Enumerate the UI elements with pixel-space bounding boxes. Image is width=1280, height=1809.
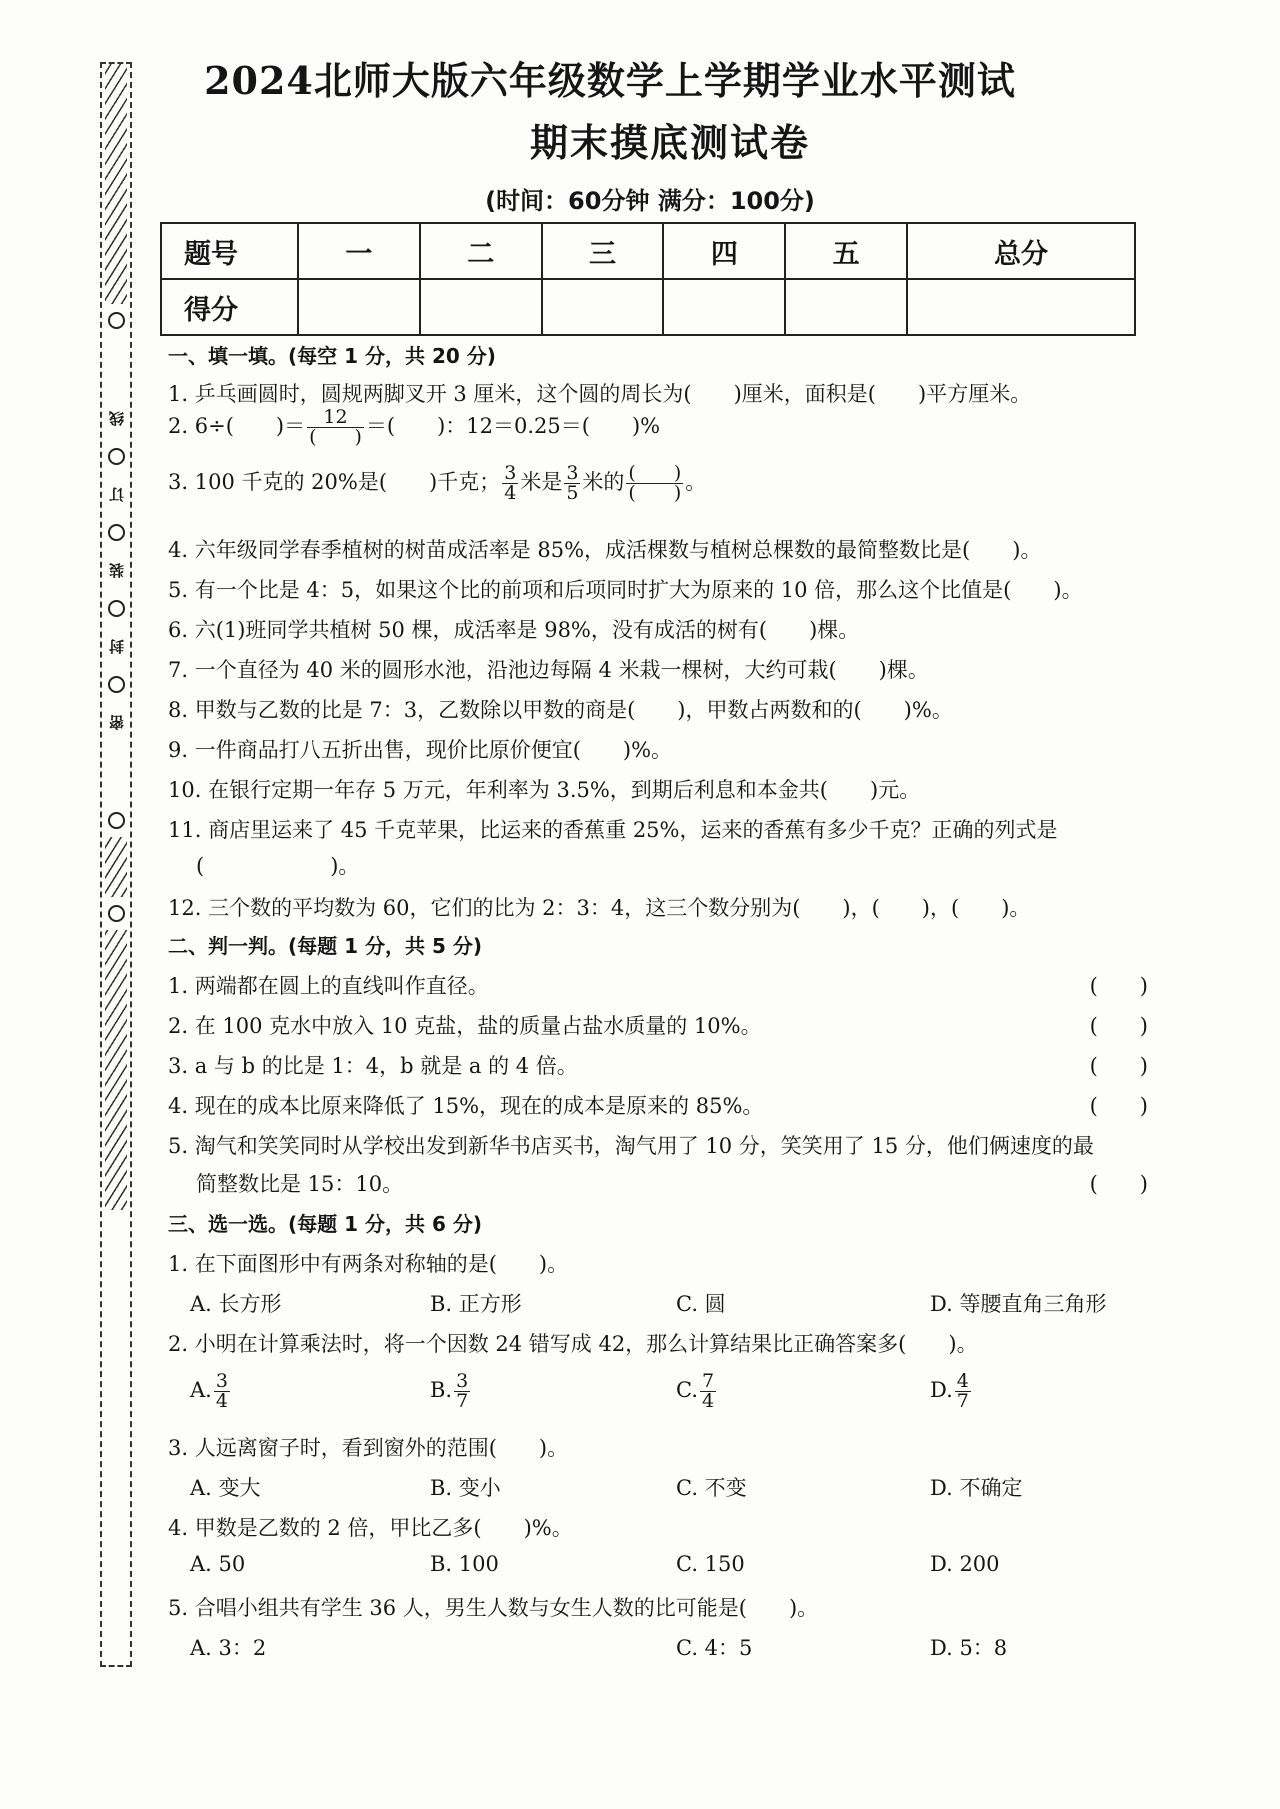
option-d[interactable]: D. 等腰直角三角形 <box>930 1292 1107 1316</box>
circle-mark <box>108 905 125 922</box>
option-c[interactable]: C. $\frac{7}{4}$ <box>676 1370 715 1412</box>
judge-question-4: 4. 现在的成本比原来降低了 15%，现在的成本是原来的 85%。 ( ) <box>168 1090 1148 1120</box>
margin-char-ding: 订 <box>107 487 126 502</box>
fraction: $\frac{4}{7}$ <box>956 1370 969 1412</box>
question-1-6: 6. 六(1)班同学共植树 50 棵，成活率是 98%，没有成活的树有( )棵。 <box>168 618 860 642</box>
question-1-1: 1. 乒乓画圆时，圆规两脚叉开 3 厘米，这个圆的周长为( )厘米，面积是( )平方厘米。 <box>168 382 1032 406</box>
option-b[interactable]: B. $\frac{3}{7}$ <box>430 1370 469 1412</box>
option-d[interactable]: D. 200 <box>930 1552 1000 1576</box>
circle-mark <box>108 600 125 617</box>
fraction: $\frac{3}{5}$ <box>566 462 579 504</box>
choice-question-5: 5. 合唱小组共有学生 36 人，男生人数与女生人数的比可能是( )。 <box>168 1596 819 1620</box>
answer-bracket[interactable]: ( ) <box>1089 1014 1148 1038</box>
question-1-2: 2. 6÷( )＝ $\frac{12}{( )}$ ＝( )：12＝0.25＝( )% <box>168 406 661 448</box>
score-cell[interactable] <box>420 279 542 335</box>
judge-question-5-cont: 简整数比是 15：10。 ( ) <box>196 1168 1148 1198</box>
question-1-12: 12. 三个数的平均数为 60，它们的比为 2：3：4，这三个数分别为( )，( )，( )。 <box>168 896 1031 920</box>
binding-margin-strip <box>100 62 132 1667</box>
score-col-4: 四 <box>663 223 785 279</box>
margin-char-zhuang: 装 <box>107 563 126 578</box>
judge-question-3: 3. a 与 b 的比是 1：4，b 就是 a 的 4 倍。 ( ) <box>168 1050 1148 1080</box>
option-d[interactable]: D. $\frac{4}{7}$ <box>930 1370 969 1412</box>
option-d[interactable]: D. 5：8 <box>930 1636 1008 1660</box>
hatch-pattern <box>105 930 127 1210</box>
answer-bracket[interactable]: ( ) <box>1089 1172 1148 1196</box>
answer-bracket[interactable]: ( ) <box>1089 1054 1148 1078</box>
score-table-label: 题号 <box>161 223 298 279</box>
question-1-5: 5. 有一个比是 4：5，如果这个比的前项和后项同时扩大为原来的 10 倍，那么这个比值是( )。 <box>168 578 1083 602</box>
option-a[interactable]: A. $\frac{3}{4}$ <box>190 1370 228 1412</box>
option-c[interactable]: C. 圆 <box>676 1292 726 1316</box>
answer-bracket[interactable]: ( ) <box>1089 974 1148 998</box>
hatch-pattern <box>105 837 127 897</box>
option-b[interactable]: B. 变小 <box>430 1476 501 1500</box>
score-cell[interactable] <box>785 279 907 335</box>
option-a[interactable]: A. 长方形 <box>190 1292 282 1316</box>
score-col-2: 二 <box>420 223 542 279</box>
score-cell[interactable] <box>663 279 785 335</box>
option-a[interactable]: A. 3：2 <box>190 1636 267 1660</box>
question-1-10: 10. 在银行定期一年存 5 万元，年利率为 3.5%，到期后利息和本金共( )元。 <box>168 778 921 802</box>
question-1-7: 7. 一个直径为 40 米的圆形水池，沿池边每隔 4 米栽一棵树，大约可栽( )棵。 <box>168 658 929 682</box>
score-col-3: 三 <box>542 223 664 279</box>
fraction: $\frac{3}{4}$ <box>504 462 517 504</box>
score-table-header-row <box>161 223 1135 279</box>
margin-char-feng: 封 <box>107 639 126 654</box>
answer-bracket[interactable]: ( ) <box>1089 1094 1148 1118</box>
score-table <box>160 222 1136 336</box>
choice-question-2: 2. 小明在计算乘法时，将一个因数 24 错写成 42，那么计算结果比正确答案多( )。 <box>168 1332 978 1356</box>
option-a[interactable]: A. 变大 <box>190 1476 261 1500</box>
score-col-total: 总分 <box>907 223 1135 279</box>
circle-mark <box>108 524 125 541</box>
circle-mark <box>108 312 125 329</box>
exam-subtitle-title: 期末摸底测试卷 <box>529 120 810 165</box>
question-1-11: 11. 商店里运来了 45 千克苹果，比运来的香蕉重 25%，运来的香蕉有多少千克？正确的列式是 <box>168 818 1058 842</box>
exam-title: 2024北师大版六年级数学上学期学业水平测试 <box>204 58 1016 103</box>
question-1-11-cont: ( )。 <box>196 854 360 878</box>
question-1-9: 9. 一件商品打八五折出售，现价比原价便宜( )%。 <box>168 738 673 762</box>
circle-mark <box>108 448 125 465</box>
margin-char-mi: 密 <box>107 715 126 730</box>
score-cell[interactable] <box>907 279 1135 335</box>
circle-mark <box>108 676 125 693</box>
section-3-heading: 三、选一选。(每题 1 分，共 6 分) <box>168 1212 482 1236</box>
option-c[interactable]: C. 4：5 <box>676 1636 753 1660</box>
judge-question-5: 5. 淘气和笑笑同时从学校出发到新华书店买书，淘气用了 10 分，笑笑用了 15 分，他们俩速度的最 <box>168 1134 1094 1158</box>
circle-mark <box>108 812 125 829</box>
option-b[interactable]: B. 正方形 <box>430 1292 522 1316</box>
hatch-pattern <box>105 64 127 304</box>
option-b[interactable]: B. 100 <box>430 1552 499 1576</box>
score-table-score-row <box>161 279 1135 335</box>
judge-question-2: 2. 在 100 克水中放入 10 克盐，盐的质量占盐水质量的 10%。 ( ) <box>168 1010 1148 1040</box>
fraction: $\frac{3}{4}$ <box>215 1370 228 1412</box>
fraction: $\frac{7}{4}$ <box>702 1370 715 1412</box>
fraction: $\frac{3}{7}$ <box>456 1370 469 1412</box>
score-col-1: 一 <box>298 223 420 279</box>
question-1-8: 8. 甲数与乙数的比是 7：3，乙数除以甲数的商是( )，甲数占两数和的( )%。 <box>168 698 953 722</box>
choice-question-3: 3. 人远离窗子时，看到窗外的范围( )。 <box>168 1436 569 1460</box>
judge-question-1: 1. 两端都在圆上的直线叫作直径。 ( ) <box>168 970 1148 1000</box>
score-col-5: 五 <box>785 223 907 279</box>
choice-question-1: 1. 在下面图形中有两条对称轴的是( )。 <box>168 1252 569 1276</box>
score-table-label: 得分 <box>161 279 298 335</box>
section-2-heading: 二、判一判。(每题 1 分，共 5 分) <box>168 934 482 958</box>
option-a[interactable]: A. 50 <box>190 1552 246 1576</box>
margin-char-xian: 线 <box>107 411 126 426</box>
score-cell[interactable] <box>542 279 664 335</box>
fraction: $\frac{12}{( )}$ <box>309 406 362 448</box>
option-d[interactable]: D. 不确定 <box>930 1476 1023 1500</box>
choice-options-2 <box>168 1364 1148 1420</box>
fraction: $\frac{( )}{( )}$ <box>628 462 682 504</box>
choice-question-4: 4. 甲数是乙数的 2 倍，甲比乙多( )%。 <box>168 1516 573 1540</box>
section-1-heading: 一、填一填。(每空 1 分，共 20 分) <box>168 344 496 368</box>
option-c[interactable]: C. 150 <box>676 1552 745 1576</box>
exam-time-score: (时间：60分钟 满分：100分) <box>485 187 815 215</box>
question-1-4: 4. 六年级同学春季植树的树苗成活率是 85%，成活棵数与植树总棵数的最简整数比是( )。 <box>168 538 1042 562</box>
option-c[interactable]: C. 不变 <box>676 1476 747 1500</box>
question-1-3: 3. 100 千克的 20%是( )千克； $\frac{3}{4}$ 米是 $\frac{3}{5}$ 米的 $\frac{( )}{( )}$ 。 <box>168 462 707 504</box>
score-cell[interactable] <box>298 279 420 335</box>
